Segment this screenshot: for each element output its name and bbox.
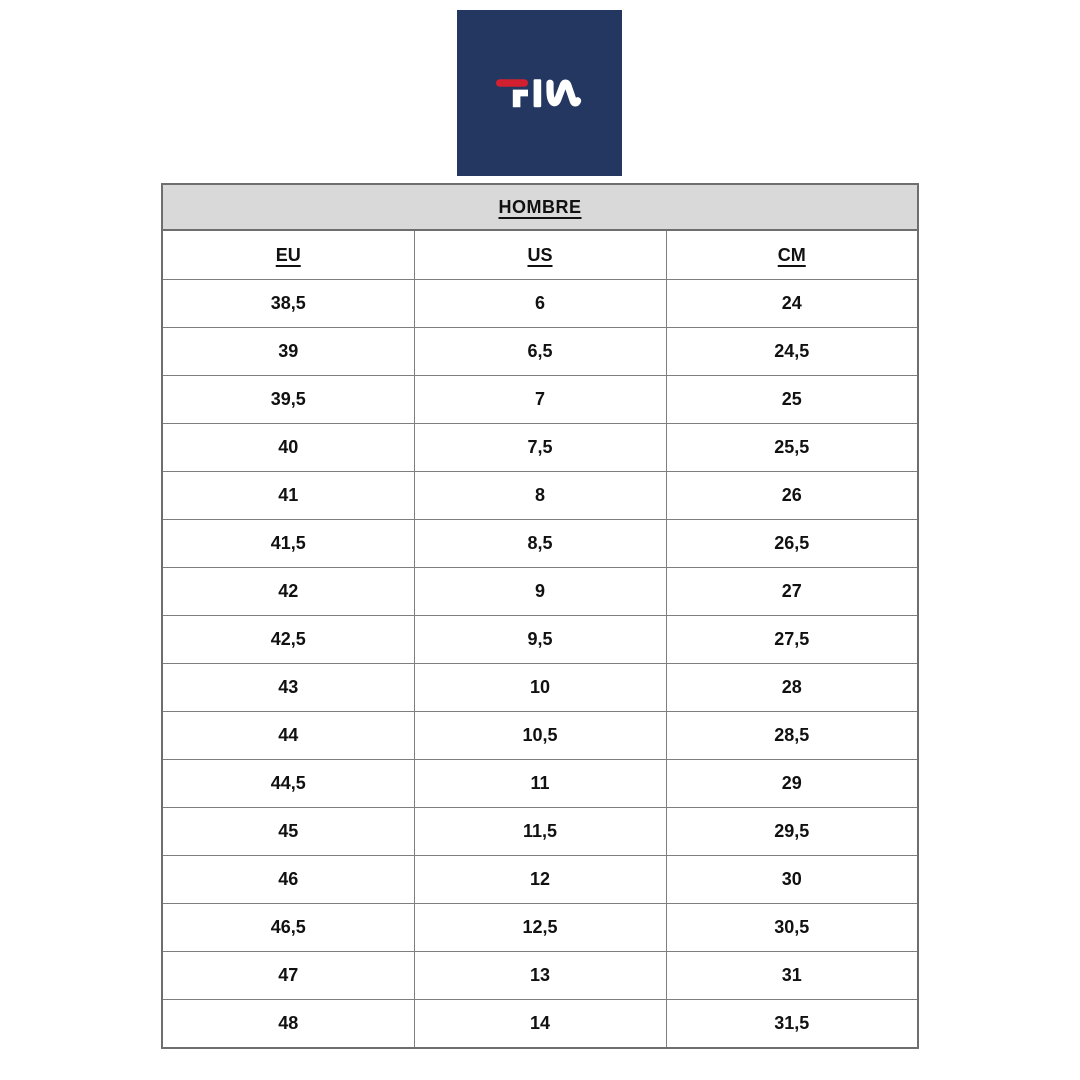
size-cell: 25: [666, 376, 918, 424]
size-cell: 46,5: [162, 904, 414, 952]
fila-f-white: [512, 89, 527, 107]
size-cell: 39,5: [162, 376, 414, 424]
size-cell: 24: [666, 280, 918, 328]
size-chart-table: [161, 183, 919, 1049]
size-cell: 8: [414, 472, 666, 520]
fila-logo-icon: [496, 78, 584, 108]
size-cell: 26,5: [666, 520, 918, 568]
size-cell: 28,5: [666, 712, 918, 760]
column-header-row: [162, 230, 918, 280]
size-cell: 8,5: [414, 520, 666, 568]
table-row: [162, 664, 918, 712]
column-header-eu-text: EU: [275, 244, 301, 265]
size-cell: 30,5: [666, 904, 918, 952]
size-cell: 29,5: [666, 808, 918, 856]
size-cell: 6,5: [414, 328, 666, 376]
table-row: [162, 856, 918, 904]
table-row: [162, 1000, 918, 1049]
column-header-us: [414, 230, 666, 280]
table-row: [162, 904, 918, 952]
size-cell: 38,5: [162, 280, 414, 328]
size-cell: 9,5: [414, 616, 666, 664]
table-row: [162, 952, 918, 1000]
size-cell: 30: [666, 856, 918, 904]
brand-logo-box: [457, 10, 622, 176]
size-cell: 12: [414, 856, 666, 904]
size-cell: 45: [162, 808, 414, 856]
size-chart-head: [162, 184, 918, 280]
size-cell: 44,5: [162, 760, 414, 808]
size-cell: 31: [666, 952, 918, 1000]
table-row: [162, 424, 918, 472]
size-cell: 9: [414, 568, 666, 616]
size-cell: 31,5: [666, 1000, 918, 1049]
size-cell: 26: [666, 472, 918, 520]
size-cell: 11: [414, 760, 666, 808]
table-row: [162, 328, 918, 376]
size-cell: 41: [162, 472, 414, 520]
size-cell: 39: [162, 328, 414, 376]
table-row: [162, 760, 918, 808]
size-cell: 6: [414, 280, 666, 328]
size-cell: 11,5: [414, 808, 666, 856]
size-cell: 29: [666, 760, 918, 808]
title-row: [162, 184, 918, 230]
size-table-body: [162, 280, 918, 1049]
column-header-us-text: US: [527, 244, 553, 265]
size-cell: 42: [162, 568, 414, 616]
fila-f-red-bar: [496, 79, 528, 87]
size-cell: 10,5: [414, 712, 666, 760]
size-cell: 43: [162, 664, 414, 712]
table-row: [162, 712, 918, 760]
column-header-cm-text: CM: [777, 244, 806, 265]
size-cell: 14: [414, 1000, 666, 1049]
table-row: [162, 472, 918, 520]
fila-la: [549, 83, 577, 103]
size-cell: 48: [162, 1000, 414, 1049]
size-cell: 10: [414, 664, 666, 712]
table-row: [162, 568, 918, 616]
size-cell: 27: [666, 568, 918, 616]
size-cell: 42,5: [162, 616, 414, 664]
size-cell: 44: [162, 712, 414, 760]
size-cell: 24,5: [666, 328, 918, 376]
table-row: [162, 808, 918, 856]
size-cell: 41,5: [162, 520, 414, 568]
column-header-cm: [666, 230, 918, 280]
table-row: [162, 616, 918, 664]
size-cell: 40: [162, 424, 414, 472]
size-cell: 12,5: [414, 904, 666, 952]
size-cell: 28: [666, 664, 918, 712]
table-row: [162, 520, 918, 568]
size-cell: 7: [414, 376, 666, 424]
table-title: [162, 184, 918, 230]
size-cell: 46: [162, 856, 414, 904]
fila-i: [533, 79, 541, 107]
column-header-eu: [162, 230, 414, 280]
size-cell: 7,5: [414, 424, 666, 472]
table-row: [162, 376, 918, 424]
size-cell: 13: [414, 952, 666, 1000]
table-title-text: HOMBRE: [498, 196, 582, 217]
size-cell: 25,5: [666, 424, 918, 472]
size-cell: 47: [162, 952, 414, 1000]
size-cell: 27,5: [666, 616, 918, 664]
table-row: [162, 280, 918, 328]
